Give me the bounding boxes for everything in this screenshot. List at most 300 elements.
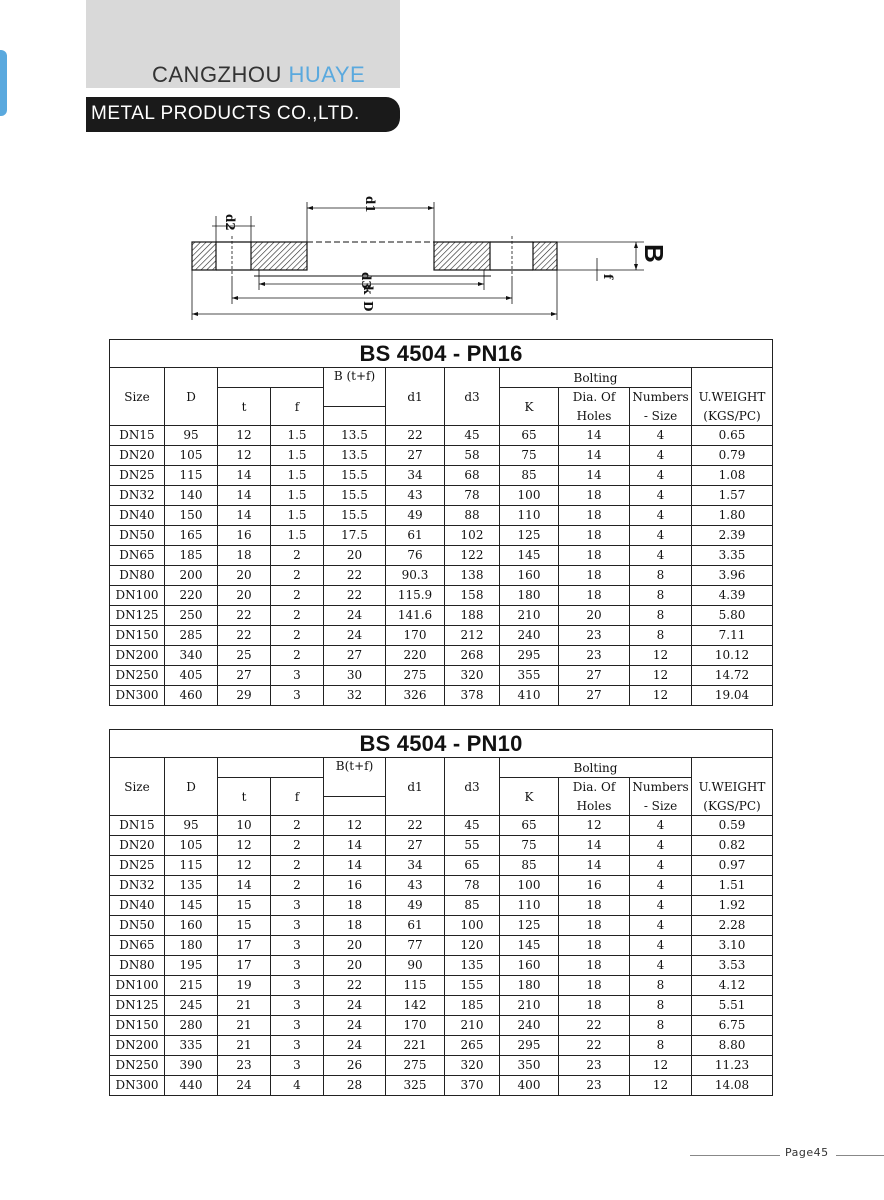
- cell-dia: 18: [559, 936, 630, 956]
- cell-K: 100: [500, 876, 559, 896]
- cell-size: DN300: [110, 686, 165, 706]
- cell-weight: 0.59: [692, 816, 773, 836]
- cell-K: 125: [500, 916, 559, 936]
- cell-num: 12: [630, 666, 692, 686]
- cell-f: 2: [271, 816, 324, 836]
- col-header-D: D: [165, 368, 218, 426]
- cell-d1: 49: [386, 506, 445, 526]
- cell-B: 17.5: [324, 526, 386, 546]
- cell-f: 3: [271, 936, 324, 956]
- cell-f: 1.5: [271, 466, 324, 486]
- cell-d3: 65: [445, 856, 500, 876]
- cell-weight: 3.53: [692, 956, 773, 976]
- cell-weight: 2.28: [692, 916, 773, 936]
- cell-size: DN50: [110, 916, 165, 936]
- cell-f: 3: [271, 666, 324, 686]
- col-header-K: K: [500, 778, 559, 816]
- col-header-d3: d3: [445, 368, 500, 426]
- cell-t: 15: [218, 896, 271, 916]
- cell-t: 21: [218, 996, 271, 1016]
- col-header-B: B (t+f): [324, 368, 386, 407]
- cell-size: DN15: [110, 426, 165, 446]
- cell-D: 460: [165, 686, 218, 706]
- cell-d1: 170: [386, 626, 445, 646]
- table-row: [110, 566, 773, 586]
- cell-num: 4: [630, 426, 692, 446]
- cell-B: 14: [324, 856, 386, 876]
- table-row: [110, 1036, 773, 1056]
- cell-K: 350: [500, 1056, 559, 1076]
- table-row: [110, 646, 773, 666]
- cell-num: 4: [630, 876, 692, 896]
- cell-dia: 27: [559, 666, 630, 686]
- cell-d3: 85: [445, 896, 500, 916]
- cell-t: 22: [218, 626, 271, 646]
- col-header-D: D: [165, 758, 218, 816]
- cell-dia: 23: [559, 626, 630, 646]
- cell-K: 295: [500, 646, 559, 666]
- page-number: Page45: [785, 1146, 829, 1159]
- cell-B: 20: [324, 936, 386, 956]
- dim-label-d2: d2: [223, 214, 237, 231]
- cell-f: 1.5: [271, 506, 324, 526]
- cell-D: 115: [165, 856, 218, 876]
- cell-f: 2: [271, 876, 324, 896]
- cell-D: 195: [165, 956, 218, 976]
- cell-d3: 102: [445, 526, 500, 546]
- cell-num: 4: [630, 486, 692, 506]
- cell-K: 180: [500, 586, 559, 606]
- cell-num: 4: [630, 896, 692, 916]
- cell-dia: 18: [559, 586, 630, 606]
- cell-K: 240: [500, 626, 559, 646]
- col-header-f: f: [271, 388, 324, 426]
- table-row: [110, 1076, 773, 1096]
- dim-label-D: D: [361, 301, 375, 312]
- cell-num: 8: [630, 1036, 692, 1056]
- cell-B: 24: [324, 626, 386, 646]
- cell-d1: 61: [386, 916, 445, 936]
- col-header-bolting: Bolting: [500, 758, 692, 778]
- cell-weight: 19.04: [692, 686, 773, 706]
- col-header-B-under: [324, 797, 386, 816]
- cell-d3: 135: [445, 956, 500, 976]
- cell-d3: 158: [445, 586, 500, 606]
- footer-rule-left: [690, 1155, 780, 1156]
- cell-weight: 4.39: [692, 586, 773, 606]
- company-name: [152, 62, 365, 88]
- cell-t: 20: [218, 566, 271, 586]
- cell-K: 240: [500, 1016, 559, 1036]
- cell-t: 17: [218, 936, 271, 956]
- cell-d1: 325: [386, 1076, 445, 1096]
- cell-size: DN32: [110, 876, 165, 896]
- cell-B: 24: [324, 996, 386, 1016]
- cell-d3: 120: [445, 936, 500, 956]
- cell-f: 3: [271, 916, 324, 936]
- col-header-t: t: [218, 778, 271, 816]
- cell-weight: 3.35: [692, 546, 773, 566]
- cell-dia: 20: [559, 606, 630, 626]
- cell-D: 250: [165, 606, 218, 626]
- dim-label-f: f: [601, 274, 615, 280]
- cell-weight: 0.97: [692, 856, 773, 876]
- cell-t: 12: [218, 426, 271, 446]
- col-header-wt-1: U.WEIGHT: [692, 388, 773, 407]
- cell-dia: 16: [559, 876, 630, 896]
- cell-d1: 142: [386, 996, 445, 1016]
- col-header-dia-2: Holes: [559, 797, 630, 816]
- cell-size: DN80: [110, 956, 165, 976]
- cell-K: 295: [500, 1036, 559, 1056]
- cell-f: 2: [271, 586, 324, 606]
- cell-weight: 8.80: [692, 1036, 773, 1056]
- table-row: [110, 666, 773, 686]
- cell-d3: 55: [445, 836, 500, 856]
- cell-t: 12: [218, 446, 271, 466]
- cell-B: 13.5: [324, 426, 386, 446]
- table-row: [110, 1016, 773, 1036]
- cell-f: 3: [271, 976, 324, 996]
- cell-size: DN20: [110, 836, 165, 856]
- cell-K: 75: [500, 446, 559, 466]
- cell-d1: 22: [386, 816, 445, 836]
- cell-t: 27: [218, 666, 271, 686]
- cell-dia: 14: [559, 836, 630, 856]
- cell-weight: 1.80: [692, 506, 773, 526]
- cell-t: 12: [218, 836, 271, 856]
- cell-D: 185: [165, 546, 218, 566]
- cell-d3: 210: [445, 1016, 500, 1036]
- cell-B: 28: [324, 1076, 386, 1096]
- cell-B: 16: [324, 876, 386, 896]
- cell-B: 22: [324, 586, 386, 606]
- cell-B: 14: [324, 836, 386, 856]
- cell-d1: 27: [386, 446, 445, 466]
- cell-d1: 141.6: [386, 606, 445, 626]
- cell-B: 26: [324, 1056, 386, 1076]
- cell-t: 20: [218, 586, 271, 606]
- table-row: [110, 856, 773, 876]
- cell-dia: 23: [559, 646, 630, 666]
- cell-d1: 220: [386, 646, 445, 666]
- cell-K: 160: [500, 956, 559, 976]
- cell-D: 220: [165, 586, 218, 606]
- cell-weight: 4.12: [692, 976, 773, 996]
- cell-f: 3: [271, 1036, 324, 1056]
- cell-t: 14: [218, 506, 271, 526]
- cell-size: DN40: [110, 506, 165, 526]
- cell-d1: 76: [386, 546, 445, 566]
- cell-dia: 23: [559, 1076, 630, 1096]
- cell-size: DN100: [110, 586, 165, 606]
- cell-f: 3: [271, 1056, 324, 1076]
- company-name-part1: CANGZHOU: [152, 62, 282, 87]
- cell-size: DN125: [110, 996, 165, 1016]
- cell-f: 1.5: [271, 486, 324, 506]
- cell-num: 4: [630, 856, 692, 876]
- col-header-K: K: [500, 388, 559, 426]
- cell-num: 12: [630, 1076, 692, 1096]
- footer-rule-right: [836, 1155, 884, 1156]
- col-header-wt-2: (KGS/PC): [692, 407, 773, 426]
- cell-weight: 5.51: [692, 996, 773, 1016]
- cell-dia: 18: [559, 956, 630, 976]
- cell-d3: 122: [445, 546, 500, 566]
- cell-weight: 1.08: [692, 466, 773, 486]
- cell-d1: 275: [386, 666, 445, 686]
- cell-f: 3: [271, 1016, 324, 1036]
- col-header-d1: d1: [386, 368, 445, 426]
- cell-t: 16: [218, 526, 271, 546]
- dim-label-k: k: [361, 286, 375, 295]
- cell-K: 110: [500, 506, 559, 526]
- cell-dia: 18: [559, 976, 630, 996]
- cell-f: 3: [271, 996, 324, 1016]
- cell-dia: 22: [559, 1016, 630, 1036]
- col-header-d3: d3: [445, 758, 500, 816]
- cell-weight: 1.57: [692, 486, 773, 506]
- table-row: [110, 936, 773, 956]
- cell-d1: 115.9: [386, 586, 445, 606]
- cell-d1: 34: [386, 856, 445, 876]
- table-row: [110, 836, 773, 856]
- cell-num: 4: [630, 956, 692, 976]
- cell-K: 75: [500, 836, 559, 856]
- cell-d1: 115: [386, 976, 445, 996]
- cell-K: 355: [500, 666, 559, 686]
- cell-D: 335: [165, 1036, 218, 1056]
- dim-label-d1: d1: [363, 196, 377, 213]
- cell-dia: 14: [559, 426, 630, 446]
- cell-d1: 22: [386, 426, 445, 446]
- cell-d3: 100: [445, 916, 500, 936]
- cell-d3: 370: [445, 1076, 500, 1096]
- cell-num: 4: [630, 446, 692, 466]
- cell-weight: 2.39: [692, 526, 773, 546]
- cell-B: 24: [324, 1016, 386, 1036]
- cell-weight: 14.08: [692, 1076, 773, 1096]
- cell-weight: 6.75: [692, 1016, 773, 1036]
- cell-t: 21: [218, 1016, 271, 1036]
- cell-weight: 0.82: [692, 836, 773, 856]
- cell-d1: 27: [386, 836, 445, 856]
- cell-weight: 7.11: [692, 626, 773, 646]
- cell-d3: 268: [445, 646, 500, 666]
- cell-d1: 34: [386, 466, 445, 486]
- cell-size: DN250: [110, 666, 165, 686]
- cell-D: 405: [165, 666, 218, 686]
- cell-dia: 18: [559, 566, 630, 586]
- cell-weight: 3.96: [692, 566, 773, 586]
- cell-f: 2: [271, 566, 324, 586]
- table-title: BS 4504 - PN16: [110, 340, 773, 368]
- cell-B: 24: [324, 1036, 386, 1056]
- cell-dia: 14: [559, 466, 630, 486]
- cell-weight: 3.10: [692, 936, 773, 956]
- cell-B: 20: [324, 546, 386, 566]
- col-header-blank: [218, 368, 324, 388]
- cell-size: DN200: [110, 1036, 165, 1056]
- cell-d3: 138: [445, 566, 500, 586]
- cell-K: 85: [500, 466, 559, 486]
- cell-dia: 14: [559, 446, 630, 466]
- cell-weight: 11.23: [692, 1056, 773, 1076]
- cell-d1: 275: [386, 1056, 445, 1076]
- cell-size: DN50: [110, 526, 165, 546]
- cell-dia: 18: [559, 526, 630, 546]
- cell-t: 25: [218, 646, 271, 666]
- cell-B: 22: [324, 566, 386, 586]
- cell-d3: 320: [445, 1056, 500, 1076]
- cell-dia: 18: [559, 896, 630, 916]
- table-row: [110, 896, 773, 916]
- cell-f: 2: [271, 606, 324, 626]
- col-header-weight-top: [692, 758, 773, 778]
- cell-num: 8: [630, 1016, 692, 1036]
- table-row: [110, 446, 773, 466]
- cell-K: 110: [500, 896, 559, 916]
- cell-K: 85: [500, 856, 559, 876]
- cell-weight: 1.51: [692, 876, 773, 896]
- cell-size: DN300: [110, 1076, 165, 1096]
- table-body-pn10: [110, 816, 773, 1096]
- cell-d3: 78: [445, 486, 500, 506]
- cell-f: 2: [271, 836, 324, 856]
- cell-D: 95: [165, 816, 218, 836]
- cell-num: 4: [630, 466, 692, 486]
- table-row: [110, 526, 773, 546]
- cell-d3: 78: [445, 876, 500, 896]
- cell-D: 215: [165, 976, 218, 996]
- cell-d3: 45: [445, 426, 500, 446]
- cell-t: 12: [218, 856, 271, 876]
- col-header-size: Size: [110, 368, 165, 426]
- cell-D: 340: [165, 646, 218, 666]
- cell-B: 20: [324, 956, 386, 976]
- cell-size: DN25: [110, 466, 165, 486]
- col-header-num-2: - Size: [630, 797, 692, 816]
- table-row: [110, 916, 773, 936]
- cell-D: 145: [165, 896, 218, 916]
- table-row: [110, 976, 773, 996]
- cell-t: 23: [218, 1056, 271, 1076]
- cell-dia: 27: [559, 686, 630, 706]
- cell-weight: 1.92: [692, 896, 773, 916]
- cell-size: DN32: [110, 486, 165, 506]
- col-header-B: B(t+f): [324, 758, 386, 797]
- cell-t: 17: [218, 956, 271, 976]
- cell-num: 4: [630, 836, 692, 856]
- cell-t: 18: [218, 546, 271, 566]
- cell-dia: 14: [559, 856, 630, 876]
- table-row: [110, 876, 773, 896]
- cell-D: 200: [165, 566, 218, 586]
- cell-weight: 14.72: [692, 666, 773, 686]
- cell-num: 8: [630, 606, 692, 626]
- cell-dia: 18: [559, 546, 630, 566]
- cell-num: 4: [630, 506, 692, 526]
- col-header-dia-2: Holes: [559, 407, 630, 426]
- cell-B: 30: [324, 666, 386, 686]
- cell-dia: 18: [559, 996, 630, 1016]
- table-row: [110, 546, 773, 566]
- cell-D: 105: [165, 446, 218, 466]
- col-header-num-1: Numbers: [630, 778, 692, 797]
- table-row: [110, 1056, 773, 1076]
- cell-t: 29: [218, 686, 271, 706]
- cell-d1: 61: [386, 526, 445, 546]
- table-body-pn16: [110, 426, 773, 706]
- cell-D: 180: [165, 936, 218, 956]
- cell-d1: 77: [386, 936, 445, 956]
- cell-size: DN250: [110, 1056, 165, 1076]
- cell-D: 165: [165, 526, 218, 546]
- cell-t: 19: [218, 976, 271, 996]
- spec-table-pn16: [109, 339, 773, 706]
- cell-K: 145: [500, 546, 559, 566]
- cell-B: 18: [324, 916, 386, 936]
- col-header-wt-2: (KGS/PC): [692, 797, 773, 816]
- cell-K: 400: [500, 1076, 559, 1096]
- cell-d1: 90: [386, 956, 445, 976]
- cell-d3: 88: [445, 506, 500, 526]
- cell-dia: 18: [559, 506, 630, 526]
- col-header-dia-1: Dia. Of: [559, 778, 630, 797]
- cell-D: 440: [165, 1076, 218, 1096]
- cell-t: 14: [218, 876, 271, 896]
- cell-d1: 90.3: [386, 566, 445, 586]
- col-header-weight-top: [692, 368, 773, 388]
- cell-d1: 221: [386, 1036, 445, 1056]
- cell-size: DN100: [110, 976, 165, 996]
- cell-num: 4: [630, 526, 692, 546]
- cell-size: DN150: [110, 626, 165, 646]
- cell-t: 15: [218, 916, 271, 936]
- cell-d3: 320: [445, 666, 500, 686]
- cell-d3: 188: [445, 606, 500, 626]
- cell-d1: 49: [386, 896, 445, 916]
- cell-f: 2: [271, 626, 324, 646]
- cell-d1: 43: [386, 486, 445, 506]
- cell-D: 135: [165, 876, 218, 896]
- cell-dia: 23: [559, 1056, 630, 1076]
- cell-D: 140: [165, 486, 218, 506]
- cell-K: 145: [500, 936, 559, 956]
- company-name-part2: HUAYE: [288, 62, 366, 87]
- cell-f: 4: [271, 1076, 324, 1096]
- cell-B: 32: [324, 686, 386, 706]
- cell-d3: 58: [445, 446, 500, 466]
- cell-B: 24: [324, 606, 386, 626]
- table-row: [110, 626, 773, 646]
- flange-section-left: [192, 236, 307, 276]
- table-title: BS 4504 - PN10: [110, 730, 773, 758]
- cell-size: DN200: [110, 646, 165, 666]
- flange-drawing: [184, 196, 684, 326]
- cell-num: 12: [630, 1056, 692, 1076]
- cell-D: 95: [165, 426, 218, 446]
- table-row: [110, 956, 773, 976]
- cell-K: 210: [500, 996, 559, 1016]
- company-subtitle: METAL PRODUCTS CO.,LTD.: [91, 103, 360, 124]
- cell-d3: 185: [445, 996, 500, 1016]
- cell-t: 14: [218, 486, 271, 506]
- cell-num: 12: [630, 686, 692, 706]
- cell-B: 27: [324, 646, 386, 666]
- cell-weight: 0.79: [692, 446, 773, 466]
- col-header-bolting: Bolting: [500, 368, 692, 388]
